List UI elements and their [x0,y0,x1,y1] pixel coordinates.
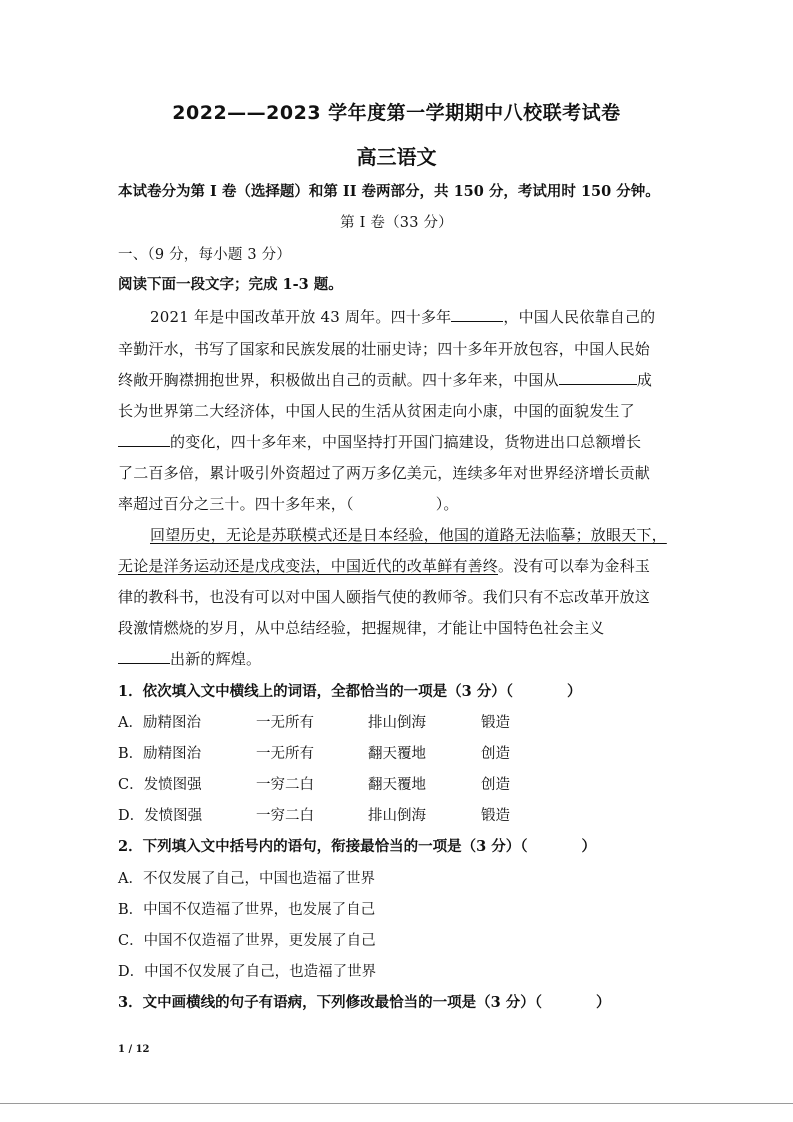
page-number: 1 / 12 [118,1044,150,1055]
question-3-stem [118,991,610,1012]
passage-text: 2021 年是中国改革开放 43 周年。四十多年 [150,308,452,326]
passage-text: ，中国人民依靠自己的 [503,308,656,326]
passage-text: ）。 [435,495,459,513]
option-word: 创造 [481,746,510,762]
option-row [118,773,538,793]
passage-line: 律的教科书，也没有可以对中国人颐指气使的教师爷。我们只有不忘改革开放这 [118,588,651,606]
fill-blank-4 [118,649,170,664]
option-word: 创造 [481,777,510,793]
option-word: 锻造 [481,808,510,824]
passage-text: 。没有可以奉为金科玉 [498,557,651,575]
fill-blank-2 [559,370,637,385]
question-text: ） [581,838,596,855]
option-row [118,711,538,731]
page-divider [0,1103,793,1104]
passage-line [118,555,650,576]
passage-line [150,306,655,327]
question-text: ） [595,994,611,1011]
question-text: 1．依次填入文中横线上的词语，全都恰当的一项是（3 分）（ [118,683,513,700]
exam-title: 2022——2023 学年度第一学期期中八校联考试卷 [172,102,621,124]
option-label: A．励精图治 [118,715,201,731]
passage-line: 辛勤汗水，书写了国家和民族发展的壮丽史诗；四十多年开放包容，中国人民始 [118,340,651,358]
option-row: A．不仅发展了自己，中国也造福了世界 [118,871,375,887]
option-word: 一无所有 [256,746,314,762]
passage-text: 率超过百分之三十。四十多年来，（ [118,495,354,513]
exam-subject: 高三语文 [356,145,437,169]
option-word: 翻天覆地 [368,777,426,793]
option-word: 翻天覆地 [368,746,426,762]
option-row [118,742,538,762]
option-label: D．发愤图强 [118,808,203,824]
underlined-sentence: 回望历史，无论是苏联模式还是日本经验，他国的道路无法临摹；放眼天下， [150,526,667,544]
passage-text: 的变化，四十多年来，中国坚持打开国门搞建设，货物进出口总额增长 [170,433,642,451]
section-heading: 一、（9 分，每小题 3 分） [118,247,292,263]
passage-line [118,648,261,669]
option-word: 排山倒海 [368,808,426,824]
question-1-stem [118,680,581,701]
option-label: B．励精图治 [118,746,202,762]
question-text: 3．文中画横线的句子有语病，下列修改最恰当的一项是（3 分）（ [118,994,542,1011]
option-word: 一穷二白 [256,808,314,824]
option-row: D．中国不仅发展了自己，也造福了世界 [118,964,377,980]
question-text: ） [566,683,582,700]
option-word: 锻造 [481,715,510,731]
passage-line [118,369,652,390]
option-row: B．中国不仅造福了世界，也发展了自己 [118,902,376,918]
passage-line: 了二百多倍，累计吸引外资超过了两万多亿美元，连续多年对世界经济增长贡献 [118,464,651,482]
passage-text: 终敞开胸襟拥抱世界，积极做出自己的贡献。四十多年来，中国从 [118,371,559,389]
fill-blank-3 [118,432,170,447]
option-word: 一无所有 [256,715,314,731]
underlined-sentence: 无论是洋务运动还是戊戌变法，中国近代的改革鲜有善终 [118,557,499,575]
option-label: C．发愤图强 [118,777,202,793]
exam-intro: 本试卷分为第 I 卷（选择题）和第 II 卷两部分，共 150 分，考试用时 150 分钟。 [118,183,660,200]
option-word: 排山倒海 [368,715,426,731]
passage-line: 段激情燃烧的岁月，从中总结经验，把握规律，才能让中国特色社会主义 [118,619,605,637]
question-2-stem [118,835,596,856]
option-word: 一穷二白 [256,777,314,793]
part-heading: 第 I 卷（33 分） [340,215,453,231]
option-row: C．中国不仅造福了世界，更发展了自己 [118,933,376,949]
passage-line [118,493,459,514]
section-instruction: 阅读下面一段文字；完成 1-3 题。 [118,276,343,293]
passage-text: 成 [636,371,653,389]
passage-line: 长为世界第二大经济体，中国人民的生活从贫困走向小康，中国的面貌发生了 [118,402,635,420]
passage-text: 出新的辉煌。 [170,650,262,668]
option-row [118,804,538,824]
passage-line [118,431,641,452]
fill-blank-1 [451,307,503,322]
question-text: 2．下列填入文中括号内的语句，衔接最恰当的一项是（3 分）（ [118,838,528,855]
